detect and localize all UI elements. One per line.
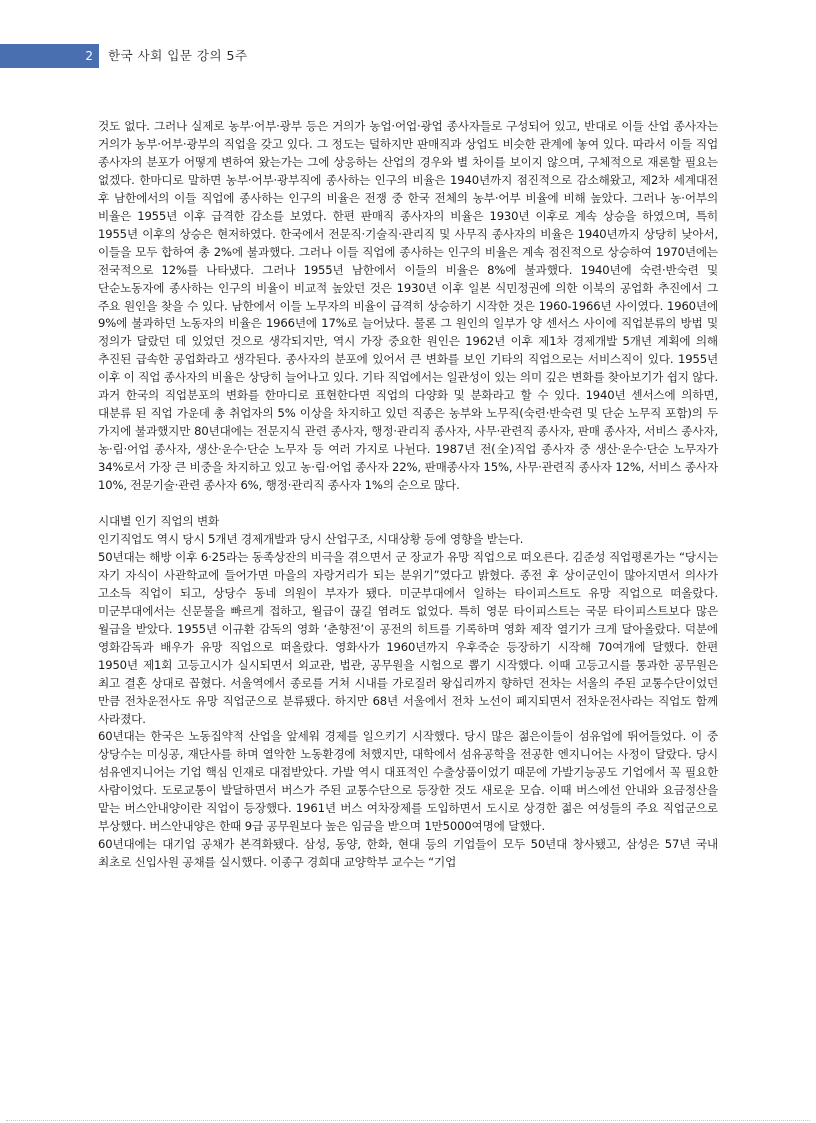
paragraph-1960s: 60년대는 한국은 노동집약적 산업을 앞세워 경제를 일으키기 시작했다. 당시 많은 젊은이들이 섬유업에 뛰어들었다. 이 중 상당수는 미싱공, 재단사를 하며 열악한 노동환경에 처했지만, 대학에서 섬유공학을 전공한 엔지니어는 사정이 달랐다. 당시 섬유엔지니어는 기업 핵심 인재로 대접받았다. 가발 역시 대표적인 수출상품이었기 때문에 가발기능공도 기업에서 꼭 필요한 사람이었다. 도로교통이 발달하면서 버스가 주된 교통수단으로 등장한 것도 새로운 모습. 이때 버스에선 안내와 요금정산을 맡는 버스안내양이란 직업이 등장했다. 1961년 버스 여차장제를 도입하면서 도시로 상경한 젊은 여성들의 주요 직업군으로 부상했다. 버스안내양은 한때 9급 공무원보다 높은 임금을 받으며 1만5000여명에 달했다. (98, 729, 718, 834)
footer-divider (6, 1120, 810, 1121)
paragraph-spacer (98, 495, 718, 513)
page-header (0, 44, 816, 68)
paragraph-1950s: 50년대는 해방 이후 6·25라는 동족상잔의 비극을 겪으면서 군 장교가 유망 직업으로 떠오른다. 김준성 직업평론가는 “당시는 자기 자식이 사관학교에 들어가면 마을의 자랑거리가 되는 분위기”였다고 밝혔다. 종전 후 상이군인이 많아지면서 의사가 고소득 직업이 되고, 상당수 동네 의원이 부자가 됐다. 미군부대에서 일하는 타이피스트도 유망 직업으로 떠올랐다. 미군부대에서는 신문물을 빠르게 접하고, 월급이 끊길 염려도 없었다. 특히 영문 타이피스트는 국문 타이피스트보다 많은 월급을 받았다. 1955년 이규환 감독의 영화 ‘춘향전’이 공전의 히트를 기록하며 영화 제작 열기가 크게 달아올랐다. 덕분에 영화감독과 배우가 유망 직업으로 떠올랐다. 영화사가 1960년까지 우후죽순 등장하기 시작해 70여개에 달했다. 한편 1950년 제1회 고등고시가 실시되면서 외교관, 법관, 공무원을 시험으로 뽑기 시작했다. 이때 고등고시를 통과한 공무원은 최고 결혼 상대로 꼽혔다. 서울역에서 종로를 거쳐 시내를 가로질러 왕십리까지 향하던 전차는 서울의 주된 교통수단이었던 만큼 전차운전사도 유망 직업군으로 분류됐다. 하지만 68년 서울에서 전차 노선이 폐지되면서 전차운전사라는 직업도 함께 사라졌다. (98, 549, 718, 726)
paragraph-intro: 인기직업도 역시 당시 5개년 경제개발과 당시 산업구조, 시대상황 등에 영향을 받는다. (98, 531, 524, 546)
paragraph-1960s-recruitment: 60년대에는 대기업 공채가 본격화됐다. 삼성, 동양, 한화, 현대 등의 기업들이 모두 50년대 창사됐고, 삼성은 57년 국내 최초로 신입사원 공채를 실시했다. 이종구 경희대 교양학부 교수는 “기업 (98, 837, 718, 870)
section-heading: 시대별 인기 직업의 변화 (98, 514, 220, 529)
running-title: 한국 사회 입문 강의 5주 (108, 48, 248, 63)
page-number: 2 (0, 44, 99, 68)
paragraph-occupation-distribution: 것도 없다. 그러나 실제로 농부·어부·광부 등은 거의가 농업·어업·광업 종사자들로 구성되어 있고, 반대로 이들 산업 종사자는 거의가 농부·어부·광부의 직업을 갖고 있다. 그 정도는 덜하지만 판매직과 상업도 비슷한 관계에 놓여 있다. 따라서 이들 직업 종사자의 분포가 어떻게 변하여 왔는가는 그에 상응하는 산업의 경우와 별 차이를 보이지 않으며, 구체적으로 재론할 필요는 없겠다. 한마디로 말하면 농부·어부·광부직에 종사하는 인구의 비율은 1940년까지 점진적으로 감소해왔고, 제2차 세계대전 후 남한에서의 이들 직업에 종사하는 인구의 비율은 전쟁 중 한국 전체의 농부·어부 비율에 비해 높았다. 그러나 농·어부의 비율은 1955년 이후 급격한 감소를 보였다. 한편 판매직 종사자의 비율은 1930년 이후로 계속 상승을 하였으며, 특히 1955년 이후의 상승은 현저하였다. 한국에서 전문직·기술직·관리직 및 사무직 종사자의 비율은 1940년까지 상당히 낮아서, 이들을 모두 합하여 총 2%에 불과했다. 그러나 이들 직업에 종사하는 인구의 비율은 계속 점진적으로 상승하여 1970년에는 전국적으로 12%를 나타냈다. 그러나 1955년 남한에서 이들의 비율은 8%에 불과했다. 1940년에 숙련·반숙련 및 단순노동자에 종사하는 인구의 비율이 비교적 높았던 것은 1930년 이후 일본 식민정권에 의한 이북의 공업화 추진에서 그 주요 원인을 찾을 수 있다. 남한에서 이들 노무자의 비율이 급격히 상승하기 시작한 것은 1960-1966년 사이였다. 1960년에 9%에 불과하던 노동자의 비율은 1966년에 17%로 늘어났다. 물론 그 원인의 일부가 양 센서스 사이에 직업분류의 방법 및 정의가 달랐던 데 있었던 것으로 생각되지만, 역시 가장 중요한 원인은 1962년 이후 제1차 경제개발 5개년 계획에 의해 추진된 급속한 공업화라고 생각된다. 종사자의 분포에 있어서 큰 변화를 보인 기타의 직업으로는 서비스직이 있다. 1955년 이후 이 직업 종사자의 비율은 상당히 늘어나고 있다. 기타 직업에서는 일관성이 있는 의미 깊은 변화를 찾아보기가 쉽지 않다. 과거 한국의 직업분포의 변화를 한마디로 표현한다면 직업의 다양화 및 분화라고 할 수 있다. 1940년 센서스에 의하면, 대분류 된 직업 가운데 총 취업자의 5% 이상을 차지하고 있던 직종은 농부와 노무직(숙련·반숙련 및 단순 노무직 포함)의 두 가지에 불과했지만 80년대에는 전문지식 관련 종사자, 행정·관리직 종사자, 사무·관련직 종사자, 판매 종사자, 서비스 종사자, 농·림·어업 종사자, 생산·운수·단순 노무자 등 여러 가지로 나뉜다. 1987년 전(全)직업 종사자 중 생산·운수·단순 노무자가 34%로서 가장 큰 비중을 차지하고 있고 농·림·어업 종사자 22%, 판매종사자 15%, 사무·관련직 종사자 12%, 서비스 종사자 10%, 전문기술·관련 종사자 6%, 행정·관리직 종사자 1%의 순으로 많다. (98, 119, 718, 493)
document-body (98, 118, 718, 872)
